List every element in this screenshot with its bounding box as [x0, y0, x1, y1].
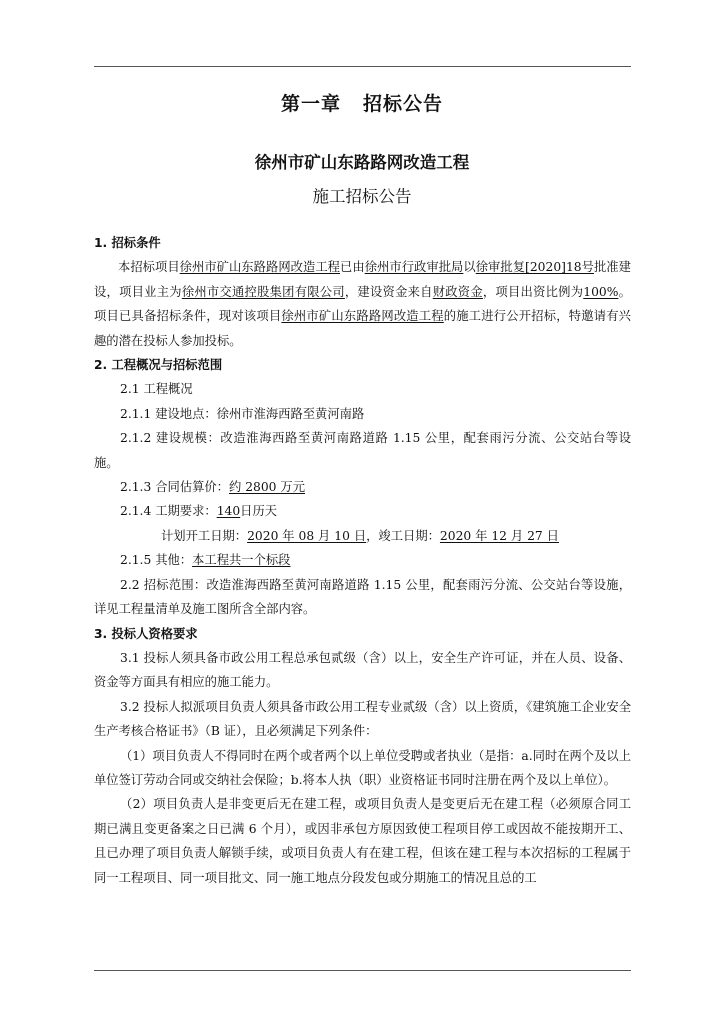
footer-rule: [94, 970, 631, 971]
overview-heading: 2.1 工程概况: [120, 382, 193, 397]
chapter-heading: [0, 89, 724, 116]
section-1-heading: 1. 招标条件: [94, 236, 161, 250]
document-subtitle: 施工招标公告: [312, 187, 412, 206]
contract-estimate: 2.1.3 合同估算价：约 2800 万元: [120, 480, 305, 495]
header-rule: [94, 66, 631, 67]
bidding-scope: 2.2 招标范围：改造淮海西路至黄河南路道路 1.15 公里，配套雨污分流、公交站台等设施，详见工程量清单及施工图所含全部内容。: [94, 577, 631, 617]
other-info: 2.1.5 其他：本工程共一个标段: [120, 553, 291, 568]
construction-site: 2.1.1 建设地点：徐州市淮海西路至黄河南路: [120, 406, 365, 421]
schedule-dates: 计划开工日期：2020 年 08 月 10 日，竣工日期：2020 年 12 月 27 日: [161, 528, 559, 543]
document-body: [94, 231, 631, 890]
project-title: 徐州市矿山东路路网改造工程: [254, 153, 470, 172]
condition-2: （2）项目负责人是非变更后无在建工程，或项目负责人是变更后无在建工程（必须原合同工期已满且变更备案之日已满 6 个月），或因非承包方原因致使工程项目停工或因故不能按期开工、且已办理了项目负责人解锁手续，或项目负责人有在建工程，但该在建工程与本次招标的工程属于同一工程项目、同一项目批文、同一施工地点分段发包或分期施工的情况且总的工: [94, 797, 631, 885]
chapter-number: 第一章: [280, 93, 341, 115]
construction-scale: 2.1.2 建设规模：改造淮海西路至黄河南路道路 1.15 公里，配套雨污分流、公交站台等设施。: [94, 431, 631, 470]
qualification-3-2: 3.2 投标人拟派项目负责人须具备市政公用工程专业贰级（含）以上资质，《建筑施工企业安全生产考核合格证书》（B 证），且必须满足下列条件：: [94, 699, 631, 739]
duration-requirement: 2.1.4 工期要求：140日历天: [120, 504, 278, 519]
condition-1: （1）项目负责人不得同时在两个或者两个以上单位受聘或者执业（是指：a.同时在两个及以上单位签订劳动合同或交纳社会保险；b.将本人执（职）业资格证书同时注册在两个及以上单位）。: [94, 748, 631, 787]
qualification-3-1: 3.1 投标人须具备市政公用工程总承包贰级（含）以上，安全生产许可证，并在人员、设备、资金等方面具有相应的施工能力。: [94, 650, 631, 690]
chapter-title: 招标公告: [363, 93, 444, 115]
section-2-heading: 2. 工程概况与招标范围: [94, 358, 223, 373]
section-1-paragraph: 本招标项目徐州市矿山东路路网改造工程已由徐州市行政审批局以徐审批复[2020]18号批准建设，项目业主为徐州市交通控股集团有限公司，建设资金来自财政资金，项目出资比例为100%。项目已具备招标条件，现对该项目徐州市矿山东路路网改造工程的施工进行公开招标，特邀请有兴趣的潜在投标人参加投标。: [94, 260, 631, 348]
section-3-heading: 3. 投标人资格要求: [94, 626, 198, 641]
